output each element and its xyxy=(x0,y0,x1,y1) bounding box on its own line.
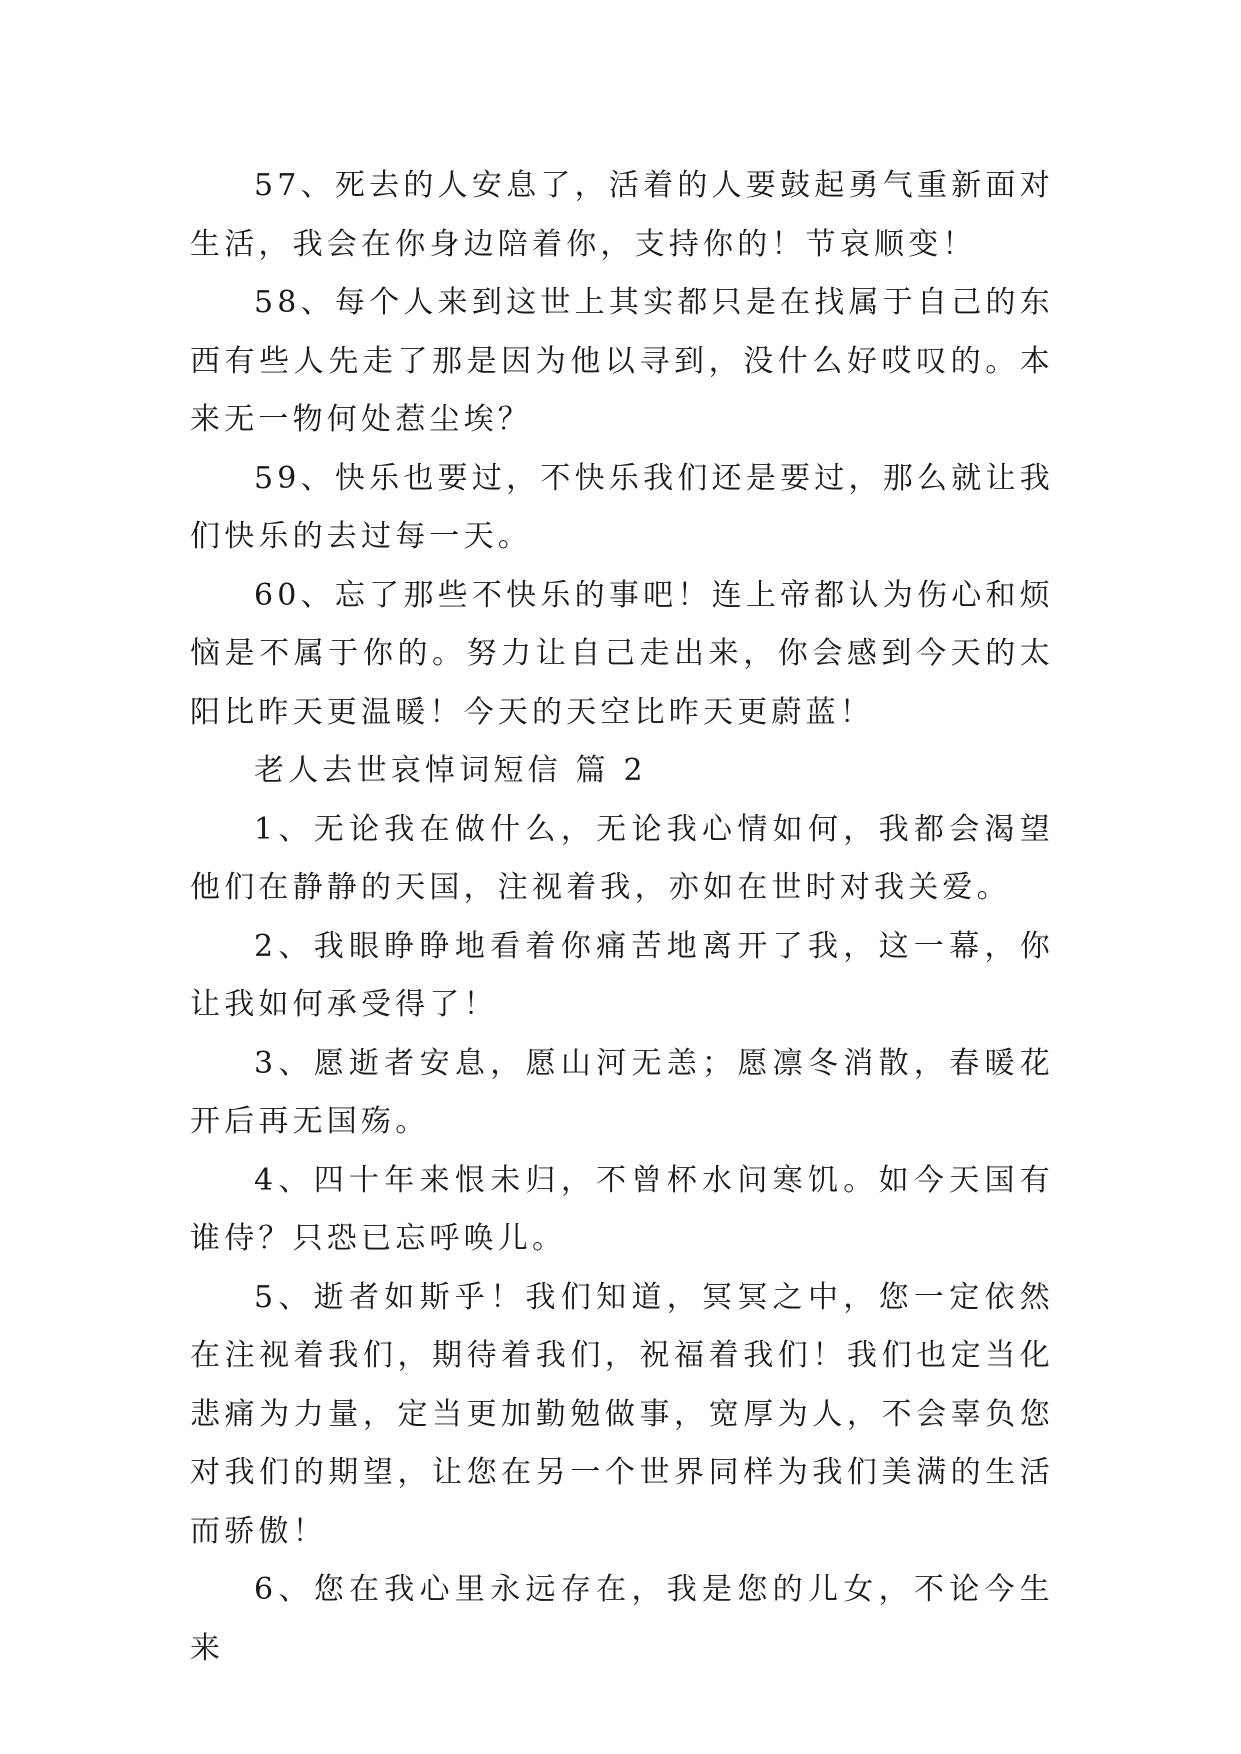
paragraph-3: 3、愿逝者安息，愿山河无恙；愿凛冬消散，春暖花开后再无国殇。 xyxy=(190,1045,1054,1139)
paragraph-58: 58、每个人来到这世上其实都只是在找属于自己的东西有些人先走了那是因为他以寻到，没什么好哎叹的。本来无一物何处惹尘埃？ xyxy=(190,285,1054,437)
paragraph-2: 2、我眼睁睁地看着你痛苦地离开了我，这一幕，你让我如何承受得了！ xyxy=(190,928,1054,1022)
paragraph-5: 5、逝者如斯乎！我们知道，冥冥之中，您一定依然在注视着我们，期待着我们，祝福着我们！我们也定当化悲痛为力量，定当更加勤勉做事，宽厚为人，不会辜负您对我们的期望，让您在另一个世界同样为我们美满的生活而骄傲！ xyxy=(190,1279,1054,1549)
paragraph-6: 6、您在我心里永远存在，我是您的儿女，不论今生来 xyxy=(190,1572,1054,1666)
paragraph-60: 60、忘了那些不快乐的事吧！连上帝都认为伤心和烦恼是不属于你的。努力让自己走出来，你会感到今天的太阳比昨天更温暖！今天的天空比昨天更蔚蓝！ xyxy=(190,577,1054,730)
paragraph-1: 1、无论我在做什么，无论我心情如何，我都会渴望他们在静静的天国，注视着我，亦如在世时对我关爱。 xyxy=(190,811,1054,905)
document-body xyxy=(190,157,1054,1678)
section-heading: 老人去世哀悼词短信 篇 2 xyxy=(254,753,647,788)
paragraph-4: 4、四十年来恨未归，不曾杯水问寒饥。如今天国有谁侍？只恐已忘呼唤儿。 xyxy=(190,1162,1054,1256)
paragraph-57: 57、死去的人安息了，活着的人要鼓起勇气重新面对生活，我会在你身边陪着你，支持你的！节哀顺变！ xyxy=(190,168,1054,262)
paragraph-59: 59、快乐也要过，不快乐我们还是要过，那么就让我们快乐的去过每一天。 xyxy=(190,460,1054,554)
